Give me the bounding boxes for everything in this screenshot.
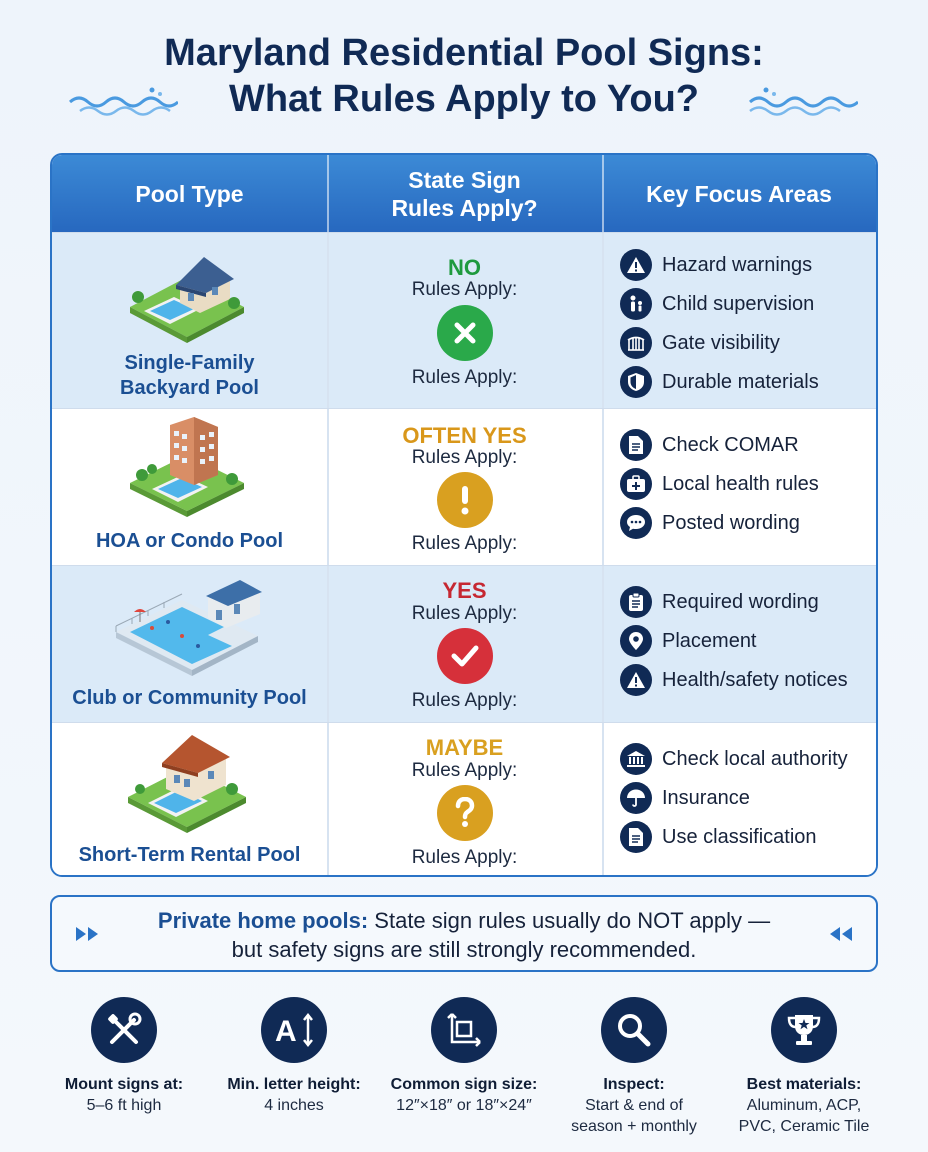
tip-value: PVC, Ceramic Tile	[738, 1118, 870, 1135]
focus-item	[620, 583, 848, 621]
rules-apply-cell	[327, 409, 602, 565]
focus-item	[620, 246, 819, 284]
focus-item	[620, 779, 848, 817]
rules-apply-label: Rules Apply:	[411, 447, 518, 468]
pool-type-name-line2: Backyard Pool	[120, 377, 259, 399]
x-icon	[437, 305, 493, 361]
rules-apply-label: Rules Apply:	[411, 690, 518, 711]
table-row-hoa-condo	[52, 408, 876, 565]
medical-kit-icon	[620, 468, 652, 500]
pool-type-cell	[52, 566, 327, 722]
government-building-icon	[620, 743, 652, 775]
note-line-2: but safety signs are still strongly recommended.	[231, 937, 697, 962]
magnifier-icon	[601, 997, 667, 1063]
tip-label: Best materials:	[746, 1076, 862, 1093]
header-state-rules-line1: State Sign	[408, 166, 521, 193]
tip-value: 12″×18″ or 18″×24″	[396, 1097, 532, 1114]
tip-inspect	[544, 997, 724, 1137]
private-pools-note	[50, 895, 878, 972]
tools-icon	[91, 997, 157, 1063]
tip-value: 4 inches	[264, 1097, 324, 1114]
sign-size-icon	[431, 997, 497, 1063]
rules-apply-label: Rules Apply:	[411, 603, 518, 624]
table-header	[52, 155, 876, 232]
tip-letter-height	[204, 997, 384, 1116]
focus-list	[620, 246, 819, 402]
rules-apply-label: Rules Apply:	[411, 533, 518, 554]
backyard-house-pool-icon	[122, 247, 252, 343]
tip-label: Inspect:	[603, 1076, 665, 1093]
tip-value: season + monthly	[571, 1118, 697, 1135]
focus-label: Posted wording	[662, 511, 800, 534]
header-state-rules-line2: Rules Apply?	[391, 194, 538, 221]
focus-areas-cell	[602, 233, 876, 408]
tip-sign-size	[374, 997, 554, 1116]
tip-label: Mount signs at:	[64, 1076, 184, 1093]
tip-label: Min. letter height:	[227, 1076, 361, 1093]
title-line-2: What Rules Apply to You?	[228, 78, 700, 120]
document-icon	[620, 821, 652, 853]
focus-areas-cell	[602, 723, 876, 877]
focus-label: Check local authority	[662, 747, 848, 770]
table-row-short-term-rental	[52, 722, 876, 877]
tip-value: Start & end of	[585, 1097, 683, 1114]
focus-item	[620, 465, 819, 503]
tip-value: Aluminum, ACP,	[746, 1097, 862, 1114]
tips-row	[0, 997, 928, 1147]
pool-rules-table	[50, 153, 878, 877]
question-icon	[437, 785, 493, 841]
pool-type-name: Club or Community Pool	[72, 687, 307, 709]
column-divider	[602, 155, 604, 232]
focus-label: Hazard warnings	[662, 253, 813, 276]
umbrella-icon	[620, 782, 652, 814]
shield-icon	[620, 366, 652, 398]
pool-type-name	[52, 351, 327, 401]
rules-apply-cell	[327, 233, 602, 408]
condo-building-pool-icon	[122, 417, 252, 517]
exclamation-icon	[437, 472, 493, 528]
title-line-1: Maryland Residential Pool Signs:	[164, 32, 764, 74]
water-wave-icon	[748, 84, 858, 120]
status-badge: OFTEN YES	[402, 423, 527, 448]
water-wave-icon	[68, 84, 178, 120]
warning-icon	[620, 664, 652, 696]
focus-label: Gate visibility	[662, 331, 780, 354]
focus-list	[620, 426, 819, 543]
rules-apply-label: Rules Apply:	[411, 279, 518, 300]
tip-mount-height	[34, 997, 214, 1116]
rules-apply-label: Rules Apply:	[411, 760, 518, 781]
table-row-single-family	[52, 232, 876, 408]
focus-item	[620, 363, 819, 401]
warning-icon	[620, 249, 652, 281]
note-line-1	[52, 906, 876, 935]
svg-text:A: A	[275, 1015, 297, 1048]
header-key-focus: Key Focus Areas	[646, 180, 832, 207]
clipboard-icon	[620, 586, 652, 618]
focus-areas-cell	[602, 566, 876, 722]
focus-label: Check COMAR	[662, 433, 799, 456]
rental-house-pool-icon	[122, 731, 252, 835]
header-pool-type: Pool Type	[135, 180, 244, 207]
letter-height-icon	[261, 997, 327, 1063]
status-badge: NO	[448, 255, 481, 280]
column-divider	[327, 155, 329, 232]
focus-list	[620, 740, 848, 857]
trophy-icon	[771, 997, 837, 1063]
focus-item	[620, 324, 819, 362]
focus-item	[620, 818, 848, 856]
pool-type-name: HOA or Condo Pool	[95, 530, 283, 552]
rules-apply-label: Rules Apply:	[411, 367, 518, 388]
tip-materials	[714, 997, 894, 1137]
focus-areas-cell	[602, 409, 876, 565]
focus-label: Insurance	[662, 786, 750, 809]
pool-type-cell	[52, 723, 327, 877]
table-row-club-community	[52, 565, 876, 722]
focus-list	[620, 583, 848, 700]
community-pool-icon	[112, 574, 262, 678]
pool-type-cell	[52, 409, 327, 565]
focus-label: Placement	[662, 629, 757, 652]
status-badge: YES	[442, 578, 487, 603]
rules-apply-label: Rules Apply:	[411, 847, 518, 868]
focus-item	[620, 504, 819, 542]
tip-label: Common sign size:	[390, 1076, 538, 1093]
focus-item	[620, 740, 848, 778]
focus-label: Use classification	[662, 825, 817, 848]
document-icon	[620, 429, 652, 461]
focus-label: Required wording	[662, 590, 819, 613]
pool-type-name-line1: Single-Family	[124, 352, 255, 374]
note-text-1: State sign rules usually do NOT apply —	[368, 908, 771, 933]
focus-label: Child supervision	[662, 292, 815, 315]
gate-icon	[620, 327, 652, 359]
pool-type-name: Short-Term Rental Pool	[78, 844, 301, 866]
header-state-rules	[327, 155, 602, 232]
rules-apply-cell	[327, 723, 602, 877]
location-pin-icon	[620, 625, 652, 657]
pool-type-cell	[52, 233, 327, 408]
checkmark-icon	[437, 628, 493, 684]
family-icon	[620, 288, 652, 320]
double-chevron-left-icon	[826, 924, 854, 944]
tip-value: 5–6 ft high	[86, 1097, 162, 1114]
focus-label: Local health rules	[662, 472, 819, 495]
focus-item	[620, 661, 848, 699]
focus-label: Health/safety notices	[662, 668, 848, 691]
speech-bubble-icon	[620, 507, 652, 539]
rules-apply-cell	[327, 566, 602, 722]
focus-item	[620, 622, 848, 660]
note-bold-label: Private home pools:	[157, 908, 369, 933]
double-chevron-right-icon	[74, 924, 102, 944]
focus-item	[620, 285, 819, 323]
focus-label: Durable materials	[662, 370, 819, 393]
status-badge: MAYBE	[425, 735, 504, 760]
focus-item	[620, 426, 819, 464]
